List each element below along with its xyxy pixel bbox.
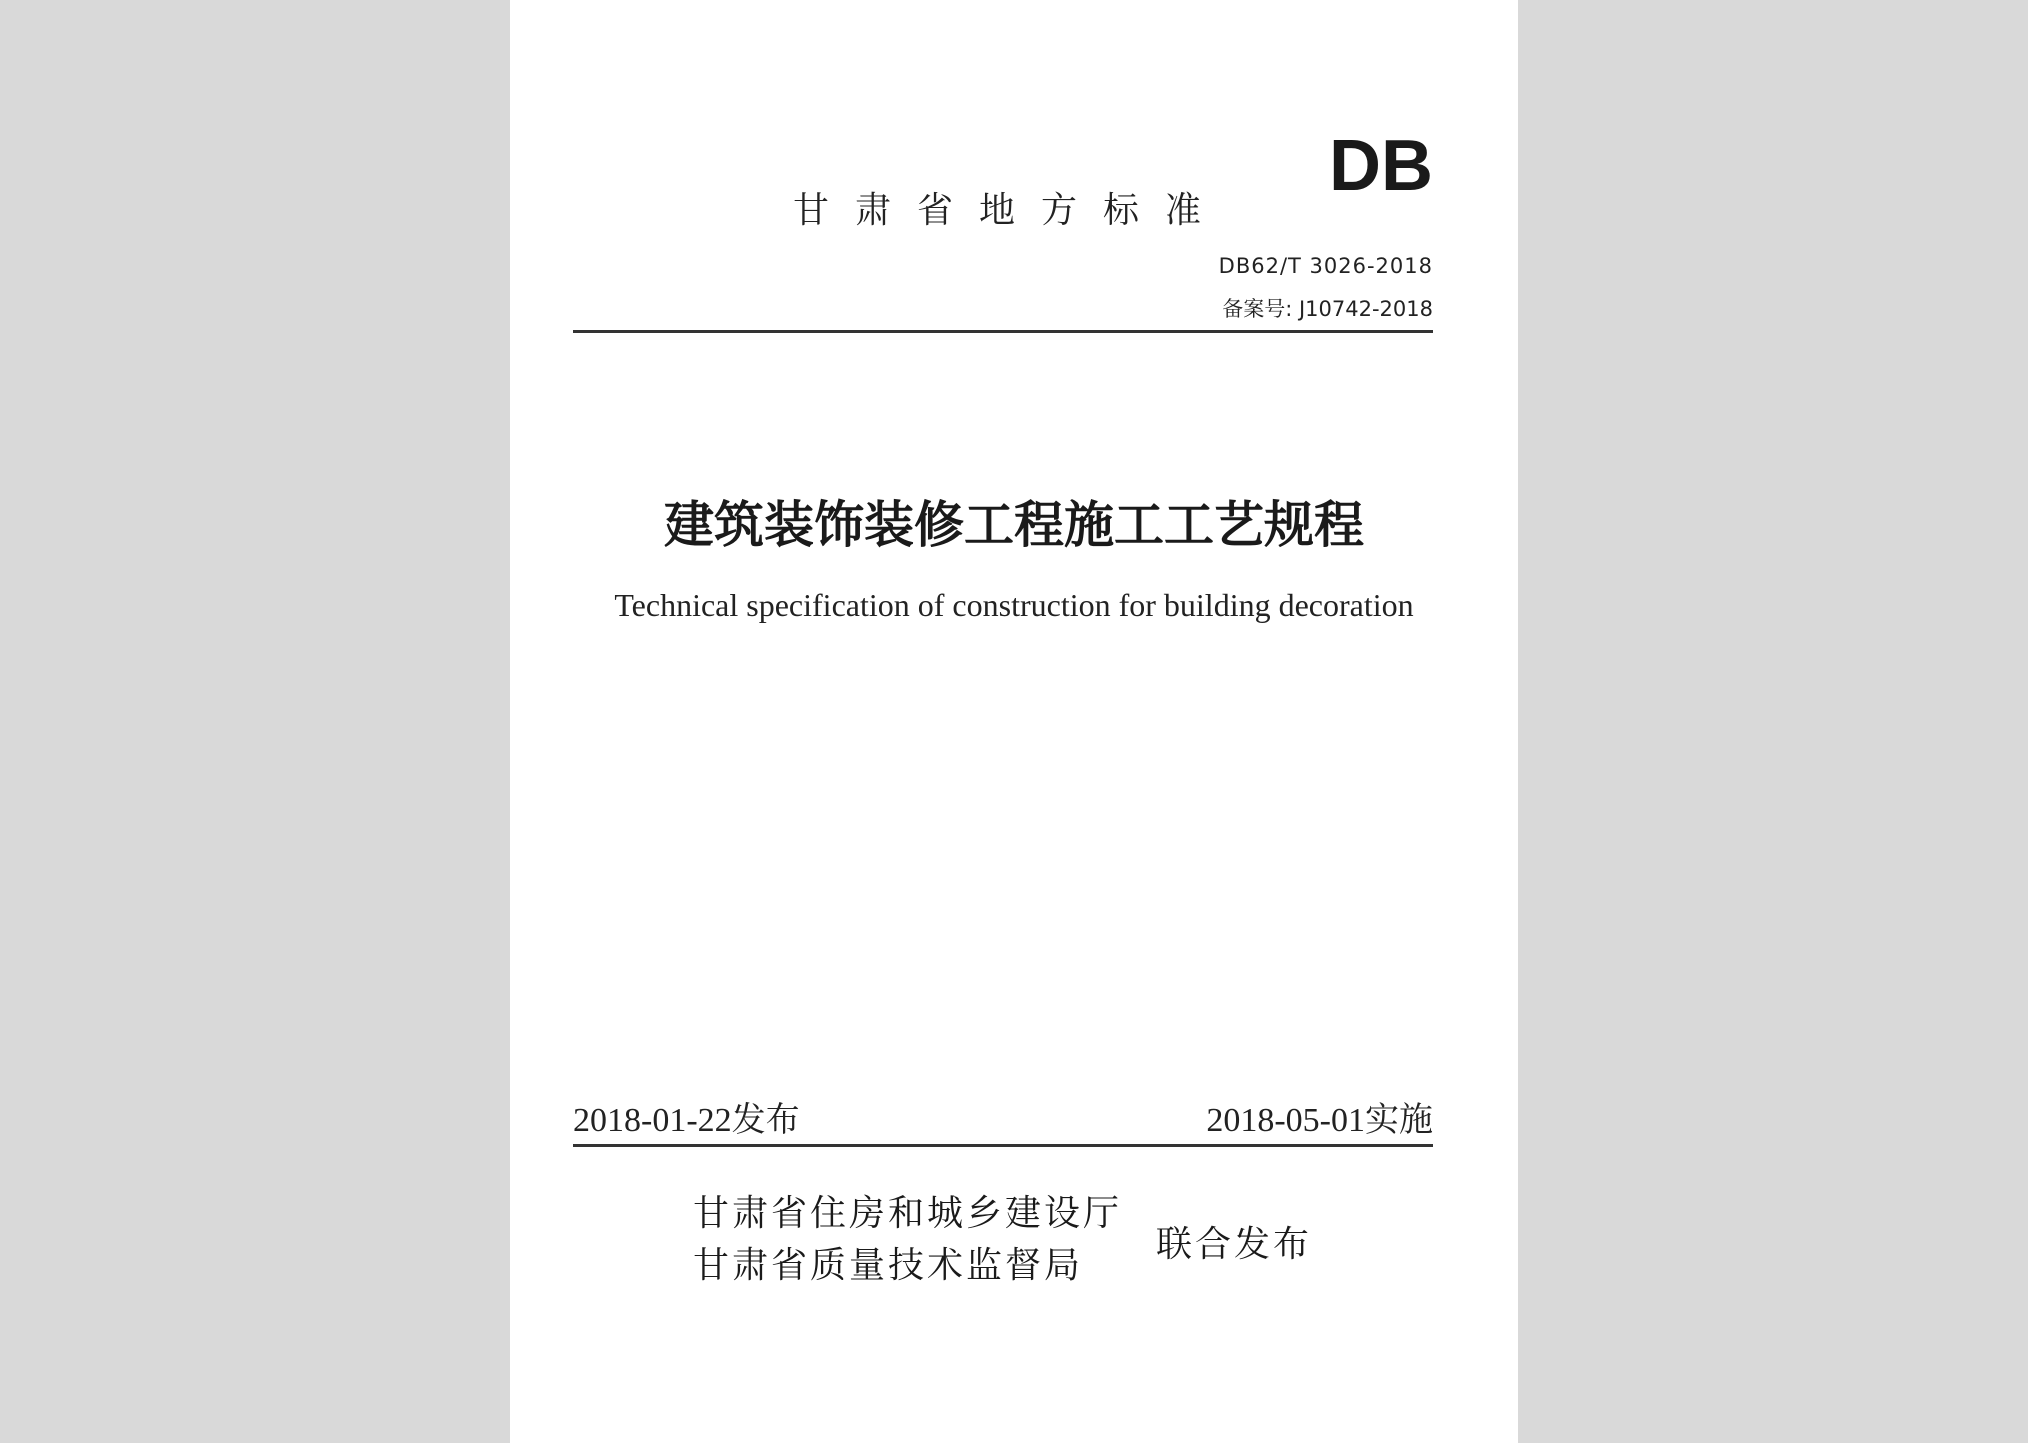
document-page (510, 0, 1518, 1443)
issuer-quality-bureau: 甘肃省质量技术监督局 (693, 1245, 1084, 1286)
bottom-divider (573, 1144, 1433, 1147)
standard-code: DB62/T 3026-2018 (1218, 254, 1433, 278)
title-english: Technical specification of construction for building decoration (614, 587, 1414, 623)
standard-type: 甘肃省地方标准 (793, 190, 1228, 231)
implementation-date: 2018-05-01实施 (1206, 1102, 1433, 1139)
issuer-housing-department: 甘肃省住房和城乡建设厅 (693, 1193, 1123, 1234)
issue-date: 2018-01-22发布 (573, 1102, 800, 1139)
title-chinese: 建筑装饰装修工程施工工艺规程 (664, 495, 1364, 554)
db-mark: DB (1329, 126, 1433, 206)
top-divider (573, 330, 1433, 333)
issuing-authorities (693, 1188, 1122, 1292)
record-number: 备案号: J10742-2018 (1222, 297, 1433, 321)
joint-issue-label: 联合发布 (1156, 1224, 1313, 1265)
